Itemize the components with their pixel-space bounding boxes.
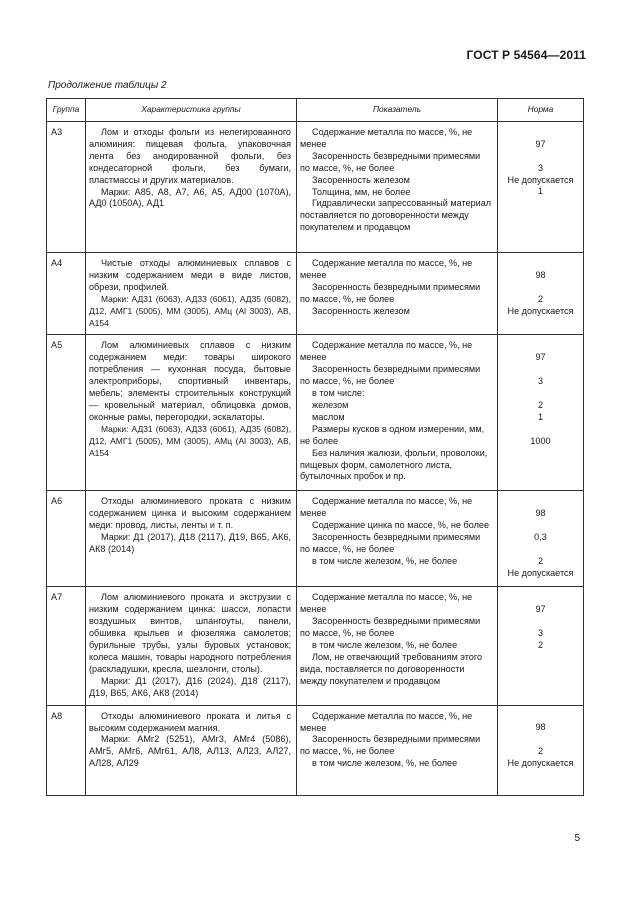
indicator-text: Содержание металла по массе, %, не менее <box>300 127 473 149</box>
indicator-text: Засоренность железом <box>312 305 410 316</box>
norm-value: 2 <box>537 640 544 650</box>
norm-value: 3 <box>537 628 544 639</box>
indicator-cell <box>297 587 498 705</box>
group-code: А8 <box>47 705 86 795</box>
norm-value: 3 <box>537 376 544 387</box>
requirements-table <box>46 98 584 796</box>
norm-value: 2 <box>537 746 544 757</box>
indicator-text: в том числе: <box>312 388 365 399</box>
header-indicator: Показатель <box>297 99 498 122</box>
indicator-cell <box>297 335 498 491</box>
page-number: 5 <box>574 833 580 844</box>
norm-value: 1000 <box>530 435 551 446</box>
group-characteristic <box>86 122 297 253</box>
group-code: А4 <box>47 253 86 335</box>
indicator-text: Засоренность безвредными примесями по массе, %, не более <box>300 281 481 304</box>
indicator-text: в том числе железом, %, не более <box>312 758 458 769</box>
group-characteristic <box>86 587 297 705</box>
norm-value: 3 <box>537 162 544 173</box>
group-characteristic <box>86 335 297 491</box>
characteristic-text: Чистые отходы алюминиевых сплавов с низким содержанием меди в виде листов, обрези, профилей. <box>89 258 291 292</box>
standard-code: ГОСТ Р 54564—2011 <box>466 48 586 62</box>
indicator-text: Засоренность безвредными примесями по массе, %, не более <box>300 616 481 639</box>
norm-value: 1 <box>537 411 544 422</box>
norm-cell <box>498 705 584 795</box>
indicator-text: Засоренность безвредными примесями по массе, %, не более <box>300 734 481 757</box>
norm-value: 0,3 <box>534 532 547 543</box>
table-header-row <box>47 99 584 122</box>
indicator-cell <box>297 705 498 795</box>
indicator-text: Без наличия жалюзи, фольги, проволоки, пищевых форм, самолетного листа, бутылочных пробок и пр. <box>300 447 488 482</box>
indicator-text: железом <box>312 399 349 410</box>
indicator-cell <box>297 253 498 335</box>
indicator-cell <box>297 491 498 587</box>
norm-value: 98 <box>535 269 546 280</box>
indicator-text: Содержание металла по массе, %, не менее <box>300 710 473 733</box>
norm-value: Не допускается <box>507 758 574 769</box>
norm-cell <box>498 122 584 253</box>
indicator-cell <box>297 122 498 253</box>
indicator-text: в том числе железом, %, не более <box>312 640 458 651</box>
table-row <box>47 491 584 587</box>
norm-value: 97 <box>535 138 546 149</box>
indicator-text: маслом <box>312 411 345 422</box>
norm-cell <box>498 335 584 491</box>
group-code: А3 <box>47 122 86 253</box>
characteristic-text: Лом и отходы фольги из нелегированного алюминия: пищевая фольга, упаковочная лента без анодированной фольги, без кондесаторной фольги, без бумаги, пластмассы и других материалов. <box>89 127 291 185</box>
norm-cell <box>498 491 584 587</box>
norm-value: 2 <box>537 555 544 566</box>
table-row <box>47 335 584 491</box>
header-characteristic: Характеристика группы <box>86 99 297 122</box>
norm-value: 98 <box>535 722 546 733</box>
characteristic-text: Отходы алюминиевого проката и литья с высоким содержанием магния. <box>89 710 291 733</box>
norm-cell <box>498 587 584 705</box>
characteristic-text: Лом алюминиевого проката и экструзии с низким содержанием цинка: шасси, лопасти воздушных винтов, шпангоуты, панели, обшивка крыльев и фюзеляжа самолетов; бурильные трубы, узлы буровых установок; колеса машин, товары народного потребления (раскладушки, кресла, шезлонги, столы). <box>89 592 291 674</box>
indicator-text: Засоренность безвредными примесями по массе, %, не более <box>300 150 481 173</box>
norm-value: 98 <box>535 508 546 519</box>
grades-text: Марки: А85, А8, А7, А6, А5, АД00 (1070А), АД0 (1050А), АД1 <box>89 186 291 209</box>
indicator-text: Засоренность железом <box>312 174 410 185</box>
indicator-text: Засоренность безвредными примесями по массе, %, не более <box>300 532 481 555</box>
group-characteristic <box>86 253 297 335</box>
indicator-text: в том числе железом, %, не более <box>312 555 458 566</box>
norm-value: 2 <box>537 293 544 304</box>
norm-value: 97 <box>535 352 546 363</box>
norm-value: 1 <box>537 186 544 197</box>
indicator-text: Гидравлически запрессованный материал поставляется по договоренности между покупателем и продавцом <box>300 198 492 233</box>
grades-text: Марки: Д1 (2017), Д16 (2024), Д18 (2117), Д19, В65, АК6, АК8 (2014) <box>89 675 291 698</box>
grades-text: Марки: АД31 (6063), АД33 (6061), АД35 (6082), Д12, АМГ1 (5005), ММ (3005), АМц (Al 3003), АВ, А154 <box>89 423 291 458</box>
group-code: А5 <box>47 335 86 491</box>
group-characteristic <box>86 491 297 587</box>
indicator-text: Толщина, мм, не более <box>312 186 411 197</box>
characteristic-text: Отходы алюминиевого проката с низким содержанием цинка и высоким содержанием меди: провод, листы, ленты и т. п. <box>89 496 291 531</box>
group-code: А6 <box>47 491 86 587</box>
table-row <box>47 253 584 335</box>
indicator-text: Содержание металла по массе, %, не менее <box>300 496 473 519</box>
norm-value: 2 <box>537 399 544 410</box>
indicator-text: Засоренность безвредными примесями по массе, %, не более <box>300 364 481 387</box>
indicator-text: Содержание металла по массе, %, не менее <box>300 258 473 280</box>
indicator-text: Размеры кусков в одном измерении, мм, не более <box>300 423 485 446</box>
norm-value: 97 <box>535 604 546 615</box>
grades-text: Марки: Д1 (2017), Д18 (2117), Д19, В65, АК6, АК8 (2014) <box>89 532 291 555</box>
table-continuation-caption: Продолжение таблицы 2 <box>48 80 167 91</box>
header-norm: Норма <box>498 99 584 122</box>
grades-text: Марки: АМг2 (5251), АМг3, АМг4 (5086), АМг5, АМг6, АМг61, АЛ8, АЛ13, АЛ23, АЛ27, АЛ28, АЛ29 <box>89 734 291 769</box>
table-row <box>47 122 584 253</box>
indicator-text: Лом, не отвечающий требованиям этого вида, поставляется по договоренности между покупателем и продавцом <box>300 651 482 686</box>
indicator-text: Содержание металла по массе, %, не менее <box>300 592 473 615</box>
indicator-text: Содержание металла по массе, %, не менее <box>300 340 473 363</box>
group-code: А7 <box>47 587 86 705</box>
norm-cell <box>498 253 584 335</box>
grades-text: Марки: АД31 (6063), АД33 (6061), АД35 (6082), Д12, АМГ1 (5005), ММ (3005), АМц (Al 3003), АВ, А154 <box>89 293 291 328</box>
group-characteristic <box>86 705 297 795</box>
norm-value: Не допускается <box>507 305 574 316</box>
table-row <box>47 705 584 795</box>
header-group: Группа <box>47 99 86 122</box>
characteristic-text: Лом алюминиевых сплавов с низким содержанием меди: товары широкого потребления — кухонная посуда, бытовые электроприборы, спортивный инвентарь, мебель; элементы строительных конструкций — кровельный материал, облицовка домов, оконные рамы, перегородки, эскалаторы. <box>89 340 291 422</box>
table-row <box>47 587 584 705</box>
norm-value: Не допускается <box>507 174 574 185</box>
norm-value: Не допускается <box>507 567 574 578</box>
indicator-text: Содержание цинка по массе, %, не более <box>312 520 489 531</box>
